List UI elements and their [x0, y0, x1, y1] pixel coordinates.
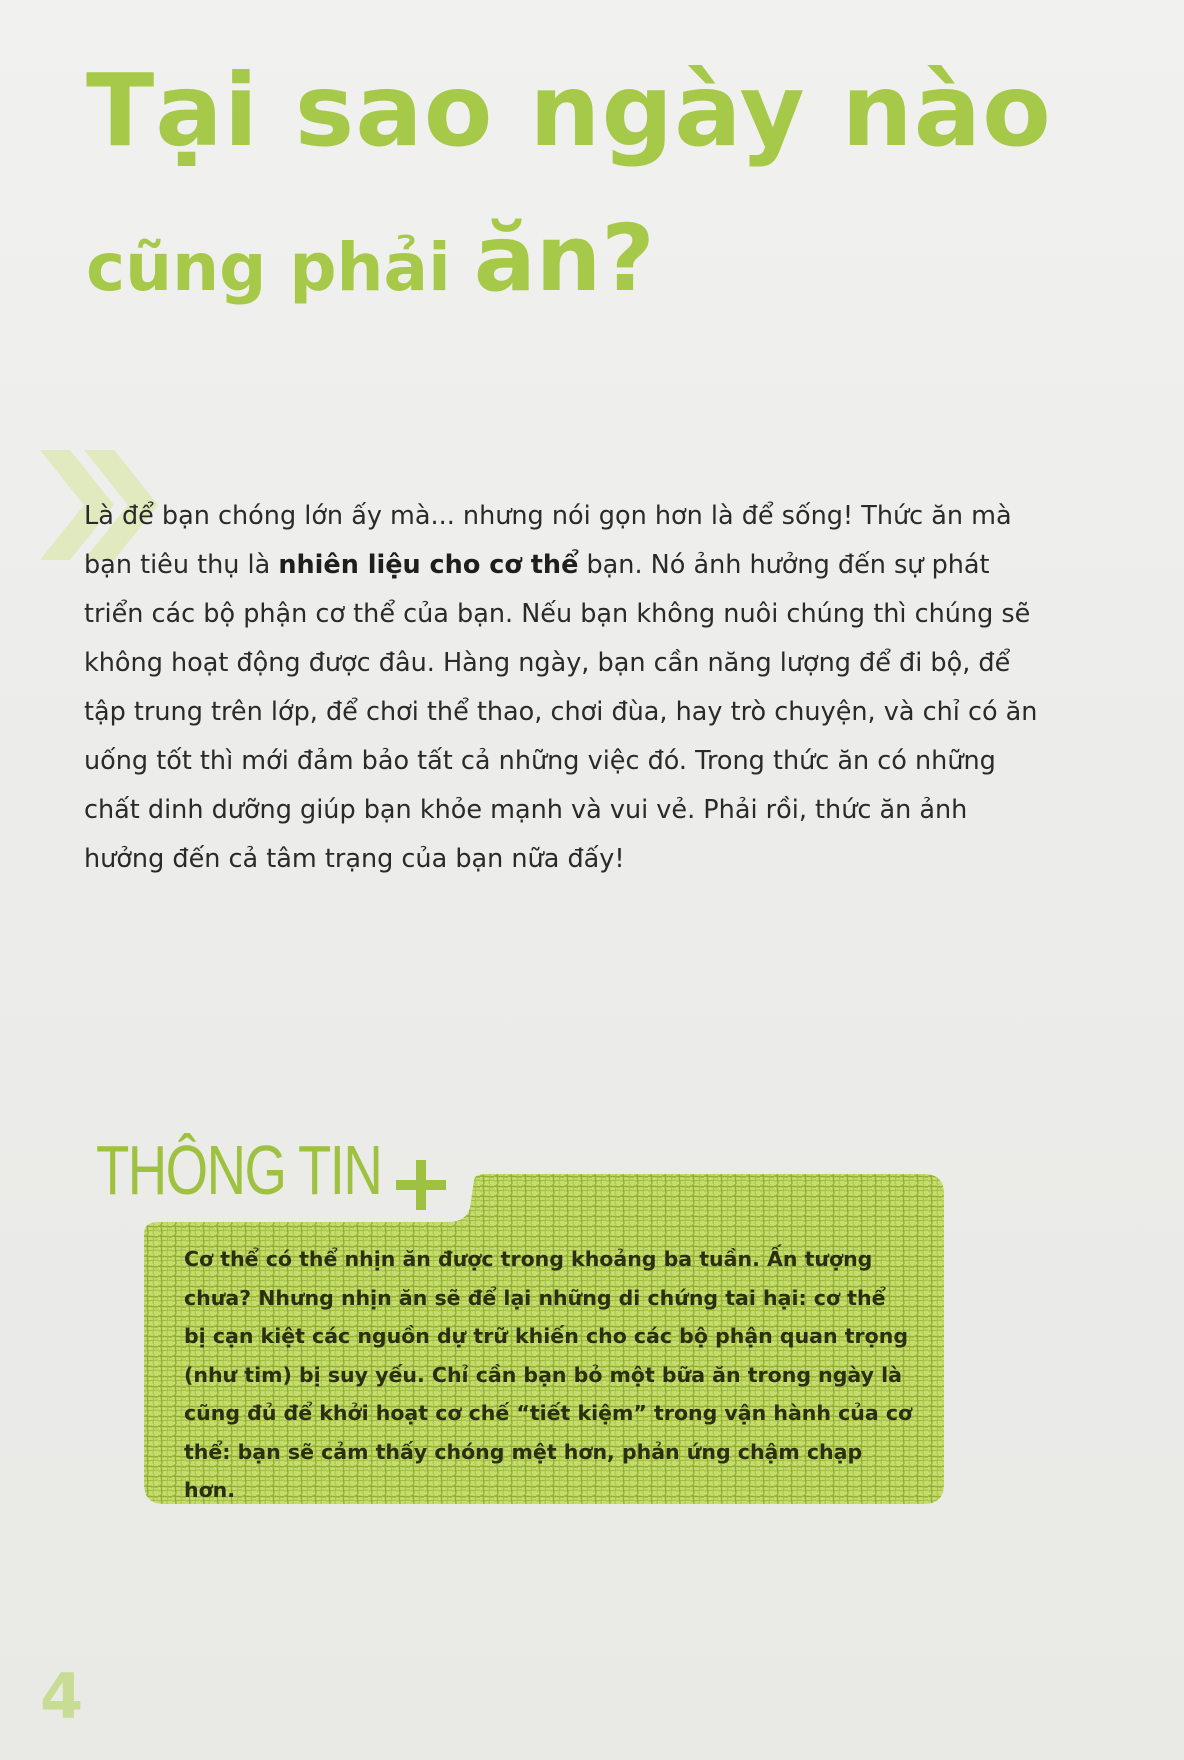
page-number: 4: [40, 1660, 84, 1733]
intro-text-end: bạn. Nó ảnh hưởng đến sự phát triển các bộ phận cơ thể của bạn. Nếu bạn không nuôi chúng thì chúng sẽ không hoạt động được đâu. Hàng ngày, bạn cần năng lượng để đi bộ, để tập trung trên lớp, để chơi thể thao, chơi đùa, hay trò chuyện, và chỉ có ăn uống tốt thì mới đảm bảo tất cả những việc đó. Trong thức ăn có những chất dinh dưỡng giúp bạn khỏe mạnh và vui vẻ. Phải rồi, thức ăn ảnh hưởng đến cả tâm trạng của bạn nữa đấy!: [84, 550, 1038, 874]
intro-text-start: Là để bạn chóng lớn ấy mà... nhưng nói gọn hơn là để sống! Thức ăn mà bạn tiêu thụ là: [84, 501, 1012, 580]
page-title-line-2: [86, 205, 655, 312]
page-title-line-1: Tại sao ngày nào: [86, 52, 1052, 169]
intro-bold-phrase: nhiên liệu cho cơ thể: [278, 550, 579, 580]
info-text: Cơ thể có thể nhịn ăn được trong khoảng ba tuần. Ấn tượng chưa? Nhưng nhịn ăn sẽ để lại những di chứng tai hại: cơ thể bị cạn kiệt các nguồn dự trữ khiến cho các bộ phận quan trọng (như tim) bị suy yếu. Chỉ cần bạn bỏ một bữa ăn trong ngày là cũng đủ để khởi hoạt cơ chế “tiết kiệm” trong vận hành của cơ thể: bạn sẽ cảm thấy chóng mệt hơn, phản ứng chậm chạp hơn.: [184, 1247, 913, 1502]
title-emphasis: ăn?: [473, 205, 655, 312]
title-prefix: cũng phải: [86, 229, 474, 306]
intro-paragraph: [84, 492, 1044, 884]
intro-text: [84, 492, 1044, 884]
info-heading: THÔNG TIN: [96, 1131, 382, 1209]
